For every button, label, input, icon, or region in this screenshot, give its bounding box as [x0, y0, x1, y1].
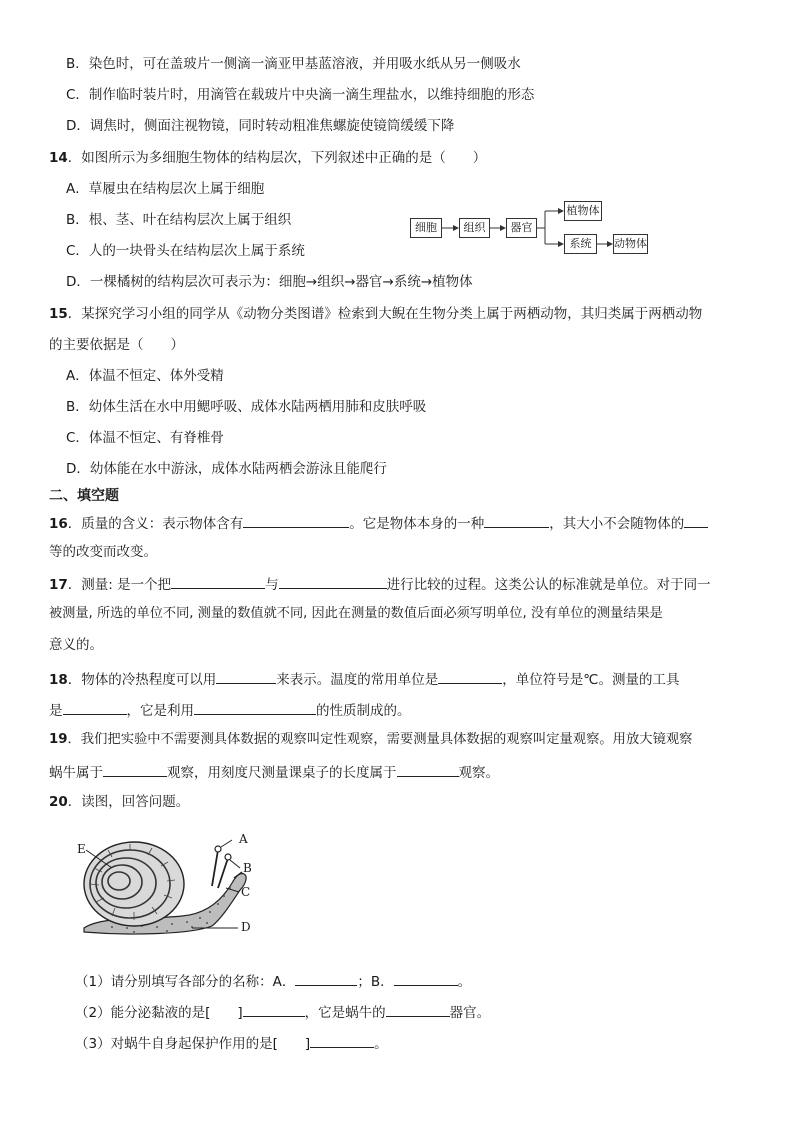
- q18-blank-2[interactable]: [438, 669, 502, 684]
- q16-line2: 等的改变而改变。: [49, 544, 157, 560]
- q19-number: 19: [49, 732, 68, 747]
- q18-blank-1[interactable]: [216, 669, 276, 684]
- q15-option-c: C．体温不恒定、有脊椎骨: [66, 430, 224, 446]
- q18-blank-3[interactable]: [63, 700, 127, 715]
- snail-label-d: D: [241, 920, 251, 934]
- q18-number: 18: [49, 672, 68, 688]
- q15-stem-line2: 的主要依据是（ ）: [49, 337, 184, 353]
- q19-blank-1[interactable]: [103, 762, 167, 777]
- q20-sub2: [75, 1002, 490, 1022]
- q20-sub3-blank[interactable]: [310, 1033, 374, 1048]
- snail-label-b: B: [243, 861, 252, 875]
- diagram-organ-box: 器官: [506, 218, 537, 238]
- q18-line1: [49, 669, 679, 689]
- q19-line1: [49, 731, 692, 749]
- q16-blank-1[interactable]: [243, 513, 349, 528]
- prev-option-c: C．制作临时装片时，用滴管在载玻片中央滴一滴生理盐水，以维持细胞的形态: [66, 87, 535, 103]
- q20-sub1-blank-a[interactable]: [295, 971, 357, 986]
- q19-line2: [49, 762, 499, 782]
- q20-sub1-text-2: ；B．: [357, 974, 394, 990]
- q16-text-2: 。它是物体本身的一种: [349, 516, 485, 532]
- q20-sub3: [75, 1033, 388, 1053]
- snail-figure: [72, 828, 272, 948]
- q18-blank-4[interactable]: [194, 700, 316, 715]
- snail-label-a: A: [239, 832, 248, 846]
- diagram-plant-box: 植物体: [564, 201, 602, 221]
- q14-number: 14: [49, 150, 68, 166]
- q18-text-2: 来表示。温度的常用单位是: [276, 672, 439, 688]
- q20-sub2-blank-1[interactable]: [243, 1002, 305, 1017]
- q20-sub2-text-3: 器官。: [449, 1005, 491, 1021]
- q20-sub2-blank-2[interactable]: [386, 1002, 450, 1017]
- section-fill-in-title: 二、填空题: [49, 488, 119, 504]
- q17-line1: [49, 574, 711, 594]
- snail-label-e: E: [77, 842, 86, 856]
- q19-text-3: 观察，用刻度尺测量课桌子的长度属于: [167, 765, 397, 781]
- q18-text-6: 的性质制成的。: [316, 703, 411, 719]
- q14-option-c: C．人的一块骨头在结构层次上属于系统: [66, 243, 305, 259]
- q16-text-3: ，其大小不会随物体的: [549, 516, 685, 532]
- q20-sub3-text-1: （3）对蜗牛自身起保护作用的是[ ]: [75, 1036, 311, 1052]
- q18-text-3: ，单位符号是℃。测量的工具: [502, 672, 680, 688]
- q20-sub1-blank-b[interactable]: [394, 971, 458, 986]
- q19-text-4: 观察。: [458, 765, 499, 781]
- q14-option-a: A．草履虫在结构层次上属于细胞: [66, 181, 265, 197]
- q20-sub1-text-3: 。: [457, 974, 472, 990]
- q18-text-5: ，它是利用: [126, 703, 194, 719]
- q15-stem-text: ．某探究学习小组的同学从《动物分类图谱》检索到大鲵在生物分类上属于两栖动物，其归类属于两栖动物: [67, 306, 703, 322]
- diagram-system-box: 系统: [564, 234, 597, 254]
- q20-stem: [49, 793, 189, 811]
- q15-option-d: D．幼体能在水中游泳，成体水陆两栖会游泳且能爬行: [66, 461, 387, 477]
- q20-sub1-text-1: （1）请分别填写各部分的名称：A．: [75, 974, 296, 990]
- diagram-tissue-box: 组织: [459, 218, 490, 238]
- q14-stem-text: ．如图所示为多细胞生物体的结构层次，下列叙述中正确的是（ ）: [67, 150, 487, 166]
- q18-text-1: ．物体的冷热程度可以用: [67, 672, 217, 688]
- q17-text-1: ．测量: 是一个把: [67, 577, 172, 593]
- diagram-cell-box: 细胞: [410, 218, 442, 238]
- q17-blank-2[interactable]: [279, 574, 387, 589]
- q16-blank-2[interactable]: [484, 513, 549, 528]
- q17-blank-1[interactable]: [171, 574, 265, 589]
- q15-stem: [49, 305, 702, 323]
- q18-line2: [49, 700, 411, 720]
- q19-blank-2[interactable]: [397, 762, 459, 777]
- prev-option-d: D．调焦时，侧面注视物镜，同时转动粗准焦螺旋使镜筒缓缓下降: [66, 118, 455, 134]
- q16-text-1: ．质量的含义：表示物体含有: [67, 516, 244, 532]
- q17-line2: 被测量, 所选的单位不同, 测量的数值就不同, 因此在测量的数值后面必须写明单位, 没有单位的测量结果是: [49, 606, 663, 621]
- prev-option-b: B．染色时，可在盖玻片一侧滴一滴亚甲基蓝溶液，并用吸水纸从另一侧吸水: [66, 56, 521, 72]
- q17-number: 17: [49, 577, 68, 593]
- q15-option-a: A．体温不恒定、体外受精: [66, 368, 224, 384]
- snail-label-c: C: [241, 885, 251, 899]
- q19-text-2: 蜗牛属于: [49, 765, 103, 781]
- q17-text-3: 进行比较的过程。这类公认的标准就是单位。对于同一: [386, 577, 711, 593]
- q20-sub1: [75, 971, 471, 991]
- q17-line3: 意义的。: [49, 637, 103, 653]
- q14-option-d: D．一棵橘树的结构层次可表示为：细胞→组织→器官→系统→植物体: [66, 274, 473, 290]
- q20-stem-text: ．读图，回答问题。: [67, 794, 190, 810]
- diagram-animal-box: 动物体: [613, 234, 648, 254]
- q18-text-4: 是: [49, 703, 63, 719]
- q15-option-b: B．幼体生活在水中用鳃呼吸、成体水陆两栖用肺和皮肤呼吸: [66, 399, 427, 415]
- q20-number: 20: [49, 794, 68, 810]
- q20-sub2-text-1: （2）能分泌黏液的是[ ]: [75, 1005, 243, 1021]
- q14-option-b: B．根、茎、叶在结构层次上属于组织: [66, 212, 292, 228]
- q16-number: 16: [49, 516, 68, 532]
- q16-line1: [49, 513, 708, 533]
- q15-number: 15: [49, 306, 68, 322]
- q17-text-2: 与: [265, 577, 279, 593]
- q16-blank-3[interactable]: [684, 513, 708, 528]
- q20-sub3-text-2: 。: [374, 1036, 388, 1052]
- q20-sub2-text-2: ，它是蜗牛的: [304, 1005, 386, 1021]
- q19-text-1: ．我们把实验中不需要测具体数据的观察叫定性观察，需要测量具体数据的观察叫定量观察。用放大镜观察: [67, 732, 693, 747]
